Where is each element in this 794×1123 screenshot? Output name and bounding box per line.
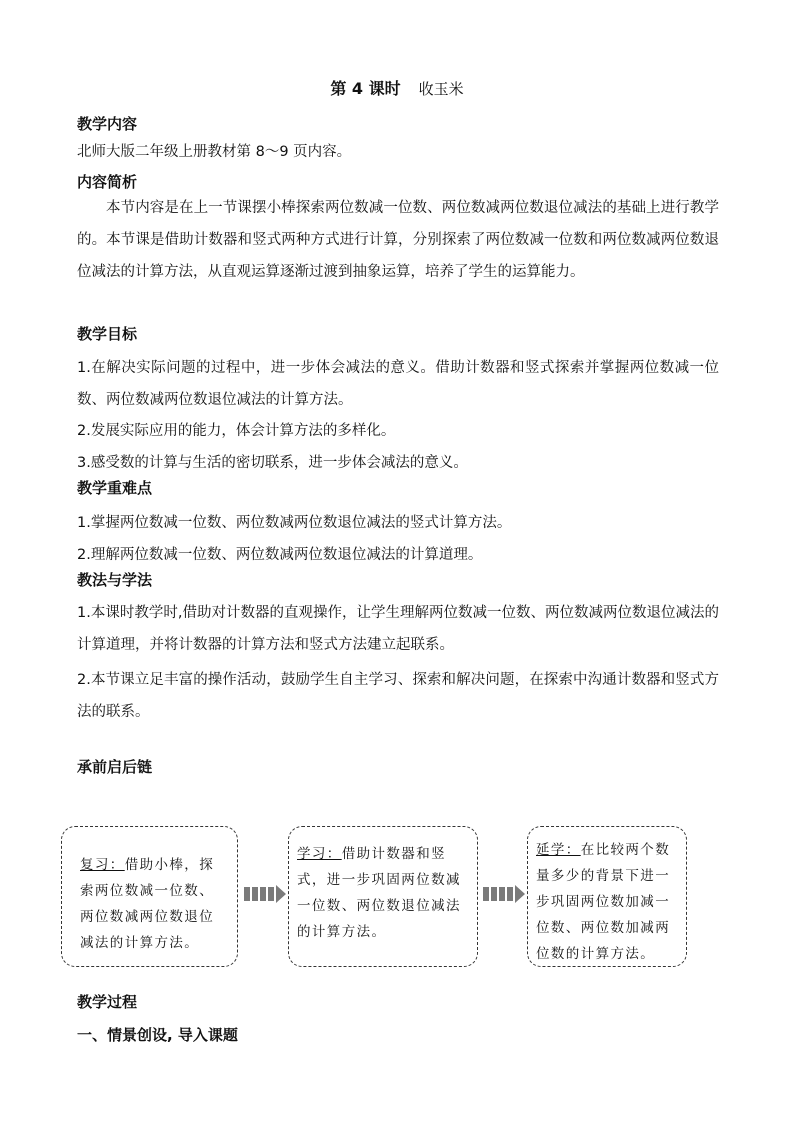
chain-box-extend-text: 在比较两个数量多少的背景下进一步巩固两位数加减一位数、两位数加减两位数的计算方法。 (536, 842, 671, 962)
goal-item-1: 1.在解决实际问题的过程中，进一步体会减法的意义。借助计数器和竖式探索并掌握两位数减一位数、两位数减两位数退位减法的计算方法。 (77, 360, 719, 408)
chain-box-extend-label: 延学： (536, 842, 581, 858)
method-item-2: 2.本节课立足丰富的操作活动，鼓励学生自主学习、探索和解决问题，在探索中沟通计数器和竖式方法的联系。 (77, 672, 719, 720)
lesson-title (0, 78, 794, 100)
goal-item-3: 3.感受数的计算与生活的密切联系，进一步体会减法的意义。 (77, 455, 468, 471)
chain-box-learn-text: 借助计数器和竖式，进一步巩固两位数减一位数、两位数退位减法的计算方法。 (297, 846, 461, 940)
chain-box-review-text: 借助小棒，探索两位数减一位数、两位数减两位数退位减法的计算方法。 (80, 857, 215, 951)
chain-box-learn (288, 826, 478, 967)
goal-item-2: 2.发展实际应用的能力，体会计算方法的多样化。 (77, 423, 396, 439)
heading-methods: 教法与学法 (77, 571, 153, 589)
method-item-1: 1.本课时教学时,借助对计数器的直观操作，让学生理解两位数减一位数、两位数减两位数退位减法的计算道理，并将计数器的计算方法和竖式方法建立起联系。 (77, 605, 719, 653)
content-text: 北师大版二年级上册教材第 8～9 页内容。 (77, 144, 352, 160)
heading-process: 教学过程 (77, 993, 138, 1011)
chain-box-extend (527, 826, 687, 967)
heading-chain: 承前启后链 (77, 758, 153, 776)
heading-keypoints: 教学重难点 (77, 479, 153, 497)
lesson-number: 第 4 课时 (330, 79, 401, 98)
heading-analysis: 内容简析 (77, 173, 138, 191)
heading-goals: 教学目标 (77, 325, 138, 343)
chain-box-review-label: 复习： (80, 857, 125, 873)
analysis-text: 本节内容是在上一节课摆小棒探索两位数减一位数、两位数减两位数退位减法的基础上进行教学的。本节课是借助计数器和竖式两种方式进行计算，分别探索了两位数减一位数和两位数减两位数退位减法的计算方法，从直观运算逐渐过渡到抽象运算，培养了学生的运算能力。 (77, 200, 719, 280)
chain-box-learn-label: 学习： (297, 846, 342, 862)
chain-box-review (61, 826, 238, 967)
heading-content: 教学内容 (77, 115, 138, 133)
keypoint-item-2: 2.理解两位数减一位数、两位数减两位数退位减法的计算道理。 (77, 547, 483, 563)
arrow-icon (483, 885, 525, 903)
lesson-name: 收玉米 (418, 80, 464, 98)
arrow-icon (244, 885, 286, 903)
keypoint-item-1: 1.掌握两位数减一位数、两位数减两位数退位减法的竖式计算方法。 (77, 515, 512, 531)
heading-process-step-1: 一、情景创设, 导入课题 (77, 1026, 238, 1044)
